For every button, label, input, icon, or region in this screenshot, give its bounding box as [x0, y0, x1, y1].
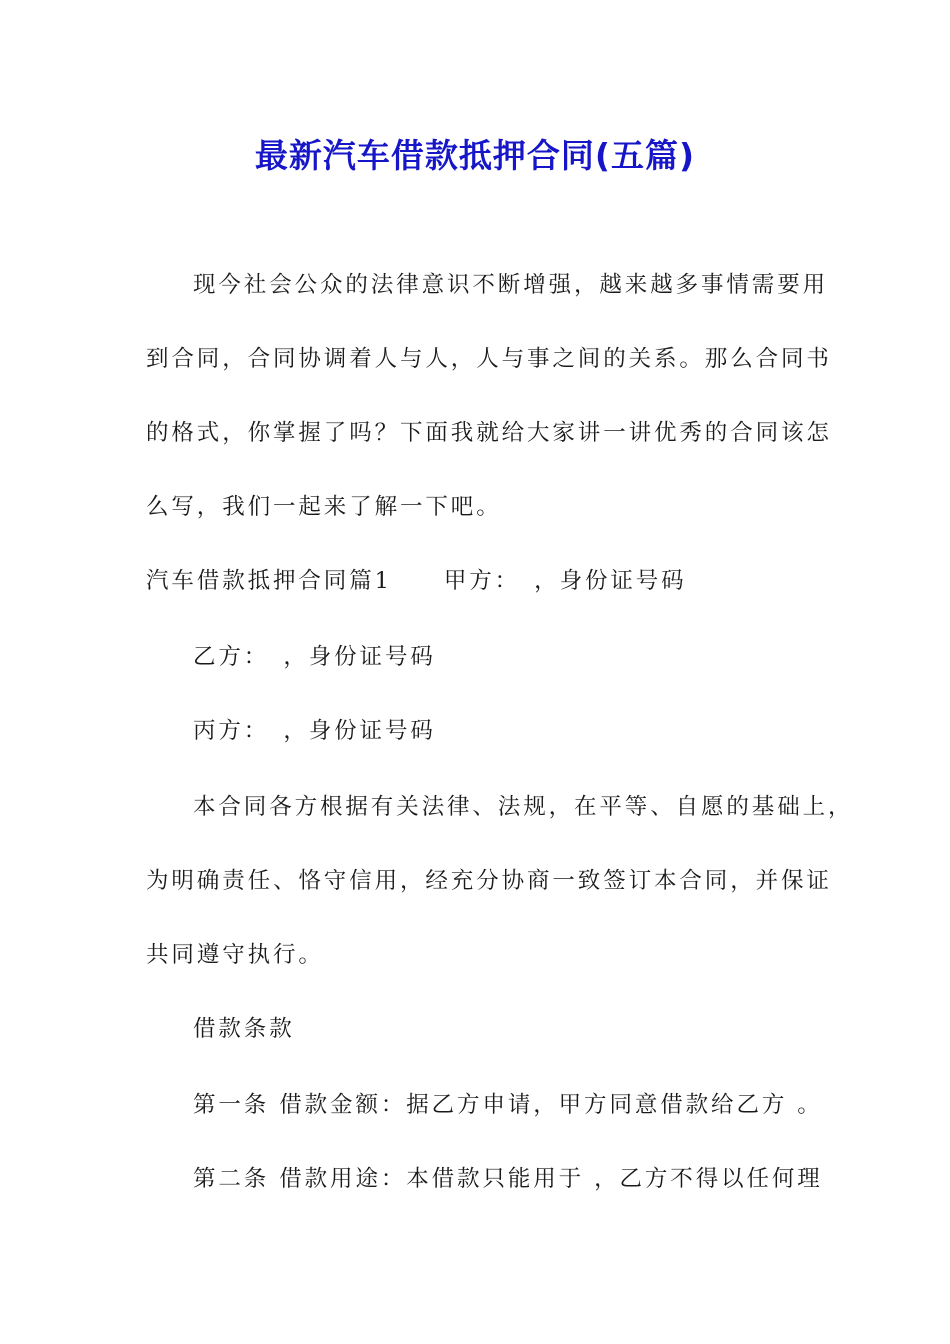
section-heading-row	[146, 566, 687, 596]
article-2: 第二条 借款用途：本借款只能用于 ，乙方不得以任何理	[193, 1166, 823, 1192]
intro-line-3: 的格式，你掌握了吗？下面我就给大家讲一讲优秀的合同该怎	[146, 420, 832, 446]
preamble-line-3: 共同遵守执行。	[146, 942, 324, 968]
party-b-line: 乙方： ，身份证号码	[193, 644, 436, 670]
document-title: 最新汽车借款抵押合同(五篇)	[254, 136, 696, 175]
party-c-line: 丙方： ，身份证号码	[193, 718, 436, 744]
article-1: 第一条 借款金额：据乙方申请，甲方同意借款给乙方 。	[193, 1092, 823, 1118]
intro-line-1: 现今社会公众的法律意识不断增强，越来越多事情需要用	[193, 272, 829, 298]
intro-line-4: 么写，我们一起来了解一下吧。	[146, 494, 502, 520]
party-a-line: 甲方： ，身份证号码	[443, 568, 687, 594]
intro-line-2: 到合同，合同协调着人与人，人与事之间的关系。那么合同书	[146, 346, 832, 372]
preamble-line-2: 为明确责任、恪守信用，经充分协商一致签订本合同，并保证	[146, 868, 832, 894]
terms-heading: 借款条款	[193, 1016, 295, 1042]
section-heading: 汽车借款抵押合同篇1	[146, 568, 392, 594]
preamble-line-1: 本合同各方根据有关法律、法规，在平等、自愿的基础上，	[193, 794, 854, 820]
